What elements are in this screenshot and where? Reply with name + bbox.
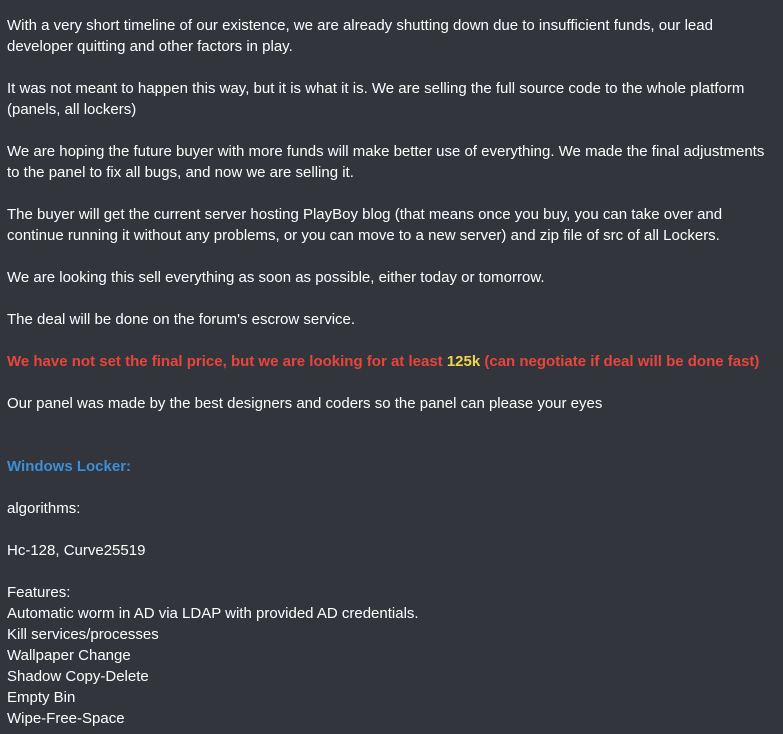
feature-item: Kill services/processes <box>7 626 159 643</box>
post-paragraph: The buyer will get the current server hosting PlayBoy blog (that means once you buy, you can take over and continue running it without any problems, or you can move to a new server) and zip file of src of all Lockers. <box>7 206 723 244</box>
post-paragraph: We are looking this sell everything as soon as possible, either today or tomorrow. <box>7 269 545 286</box>
feature-item: Wipe-Free-Space <box>7 710 125 727</box>
algorithms-label: algorithms: <box>7 500 81 517</box>
feature-list <box>7 603 779 729</box>
post-paragraph: It was not meant to happen this way, but it is what it is. We are selling the full source code to the whole platform (panels, all lockers) <box>7 80 745 118</box>
price-text-before: We have not set the final price, but we are looking for at least <box>7 353 447 370</box>
feature-item: Automatic worm in AD via LDAP with provided AD credentials. <box>7 605 419 622</box>
price-amount: 125k <box>446 353 481 370</box>
feature-item: Wallpaper Change <box>7 647 131 664</box>
algorithms-value: Hc-128, Curve25519 <box>7 542 146 559</box>
feature-item: Empty Bin <box>7 689 76 706</box>
feature-item: Shadow Copy-Delete <box>7 668 149 685</box>
section-heading: Windows Locker: <box>7 458 132 475</box>
post-paragraph: We are hoping the future buyer with more funds will make better use of everything. We made the final adjustments to the panel to fix all bugs, and now we are selling it. <box>7 143 765 181</box>
price-text-after: (can negotiate if deal will be done fast) <box>480 353 760 370</box>
post-paragraph: The deal will be done on the forum's escrow service. <box>7 311 356 328</box>
forum-post-body <box>7 15 779 729</box>
post-paragraph: With a very short timeline of our existence, we are already shutting down due to insufficient funds, our lead developer quitting and other factors in play. <box>7 17 713 55</box>
price-statement <box>7 351 779 372</box>
panel-note: Our panel was made by the best designers and coders so the panel can please your eyes <box>7 395 603 412</box>
features-label: Features: <box>7 584 71 601</box>
blank-line <box>7 435 779 456</box>
